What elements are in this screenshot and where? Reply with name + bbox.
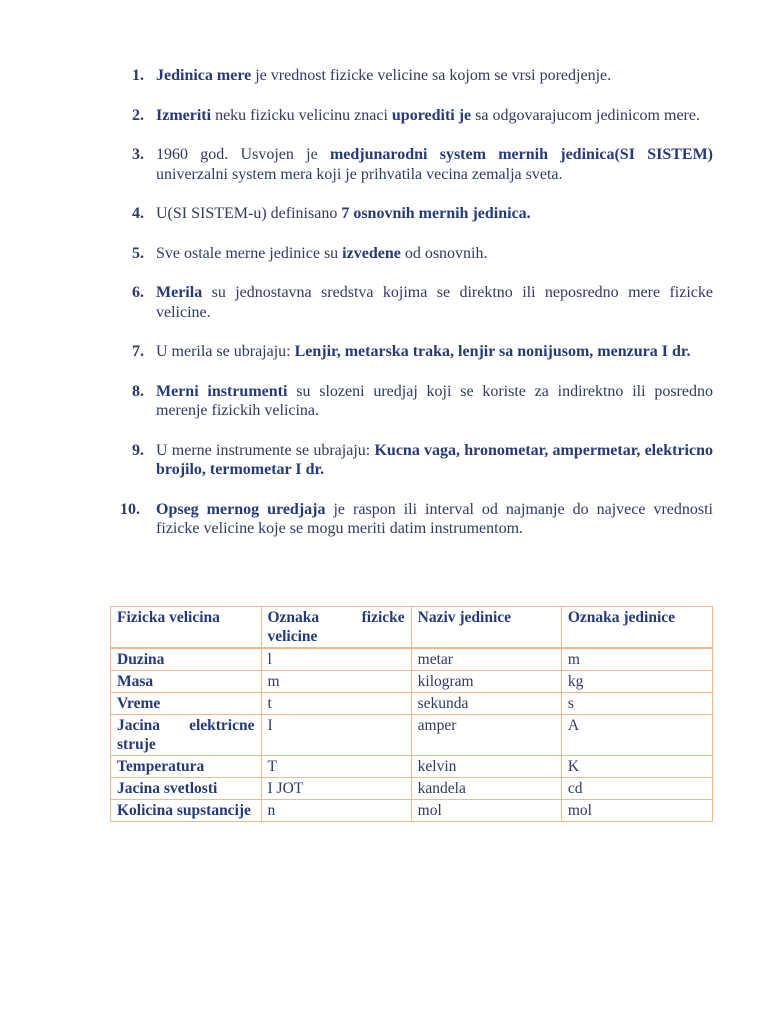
table-cell: cd bbox=[561, 778, 712, 800]
item-text: univerzalni system mera koji je prihvatila vecina zemalja sveta. bbox=[156, 165, 563, 183]
column-header: Oznaka fizicke velicine bbox=[261, 607, 411, 649]
item-number: 3. bbox=[132, 146, 144, 163]
item-number: 9. bbox=[132, 441, 144, 459]
table-cell: Vreme bbox=[111, 693, 262, 715]
table-cell: Duzina bbox=[111, 648, 262, 671]
table-cell: K bbox=[561, 756, 712, 778]
item-text: U merne instrumente se ubrajaju: bbox=[156, 441, 375, 459]
item-number: 5. bbox=[132, 244, 144, 262]
table-cell: mol bbox=[411, 800, 561, 822]
table-cell: l bbox=[261, 648, 411, 671]
item-text: U(SI SISTEM-u) definisano bbox=[156, 205, 342, 222]
table-cell: m bbox=[261, 671, 411, 693]
term: Merni instrumenti bbox=[156, 382, 288, 400]
item-text: su jednostavna sredstva kojima se direktno ili neposredno mere fizicke velicine. bbox=[156, 284, 713, 321]
table-cell: m bbox=[561, 648, 712, 671]
term: Merila bbox=[156, 284, 203, 301]
list-item bbox=[120, 283, 713, 322]
item-number: 6. bbox=[132, 284, 144, 301]
table-row bbox=[111, 671, 713, 693]
list-item bbox=[120, 106, 713, 126]
term: Jedinica mere bbox=[156, 67, 252, 84]
definition-list bbox=[120, 66, 713, 559]
table-cell: A bbox=[561, 715, 712, 756]
table-row bbox=[111, 778, 713, 800]
table-row bbox=[111, 648, 713, 671]
table-row bbox=[111, 800, 713, 822]
table-cell: I JOT bbox=[261, 778, 411, 800]
item-text: je vrednost fizicke velicine sa kojom se vrsi poredjenje. bbox=[251, 67, 612, 84]
item-text: od osnovnih. bbox=[400, 244, 488, 262]
item-number: 8. bbox=[132, 382, 144, 400]
term: Lenjir, metarska traka, lenjir sa nonijusom, menzura I dr. bbox=[294, 343, 691, 360]
item-text: su slozeni uredjaj koji se koriste za indirektno ili posredno merenje fizickih velicina. bbox=[156, 382, 713, 419]
column-header: Oznaka jedinice bbox=[561, 607, 712, 649]
term: Kucna vaga, hronometar, ampermetar, elektricno brojilo, termometar I dr. bbox=[156, 441, 714, 478]
table-cell: s bbox=[561, 693, 712, 715]
item-number: 4. bbox=[132, 205, 144, 222]
item-text: neku fizicku velicinu znaci bbox=[211, 106, 392, 124]
item-number: 2. bbox=[132, 106, 144, 124]
list-item bbox=[120, 342, 713, 362]
list-item bbox=[120, 66, 713, 86]
list-item bbox=[120, 382, 713, 421]
term: Izmeriti bbox=[156, 106, 212, 124]
table-row bbox=[111, 756, 713, 778]
item-text: je raspon ili interval od najmanje do najvece vrednosti fizicke velicine koje se mogu meriti datim instrumentom. bbox=[156, 500, 713, 537]
table-cell: Kolicina supstancije bbox=[111, 800, 262, 822]
item-text: U merila se ubrajaju: bbox=[156, 343, 295, 360]
list-item bbox=[120, 244, 713, 264]
table-cell: T bbox=[261, 756, 411, 778]
item-text: 1960 god. Usvojen je bbox=[156, 146, 330, 163]
table-cell: kg bbox=[561, 671, 712, 693]
column-header: Fizicka velicina bbox=[111, 607, 262, 649]
table-cell: Jacina svetlosti bbox=[111, 778, 262, 800]
term: uporediti je bbox=[391, 106, 472, 124]
term: 7 osnovnih mernih jedinica. bbox=[341, 205, 531, 222]
list-item bbox=[120, 204, 713, 224]
table-cell: amper bbox=[411, 715, 561, 756]
term: izvedene bbox=[342, 244, 401, 262]
list-item bbox=[120, 145, 713, 184]
term: Opseg mernog uredjaja bbox=[156, 500, 326, 518]
item-text: sa odgovarajucom jedinicom mere. bbox=[471, 106, 700, 124]
table-cell: n bbox=[261, 800, 411, 822]
table-cell: I bbox=[261, 715, 411, 756]
table-header-row bbox=[111, 607, 713, 649]
table-cell: Jacina elektricne struje bbox=[111, 715, 262, 756]
table-cell: kandela bbox=[411, 778, 561, 800]
table-cell: kelvin bbox=[411, 756, 561, 778]
table-cell: t bbox=[261, 693, 411, 715]
table-row bbox=[111, 693, 713, 715]
item-number: 10. bbox=[120, 500, 140, 518]
item-number: 1. bbox=[132, 67, 144, 84]
list-item bbox=[120, 441, 713, 480]
table-cell: sekunda bbox=[411, 693, 561, 715]
table-row bbox=[111, 715, 713, 756]
item-number: 7. bbox=[132, 343, 144, 360]
list-item bbox=[120, 500, 713, 539]
si-units-table bbox=[110, 606, 713, 822]
item-text: Sve ostale merne jedinice su bbox=[156, 244, 343, 262]
table-cell: mol bbox=[561, 800, 712, 822]
term: medjunarodni system mernih jedinica(SI SISTEM) bbox=[329, 146, 713, 163]
table-cell: Masa bbox=[111, 671, 262, 693]
column-header: Naziv jedinice bbox=[411, 607, 561, 649]
table-cell: Temperatura bbox=[111, 756, 262, 778]
table-cell: kilogram bbox=[411, 671, 561, 693]
table-cell: metar bbox=[411, 648, 561, 671]
